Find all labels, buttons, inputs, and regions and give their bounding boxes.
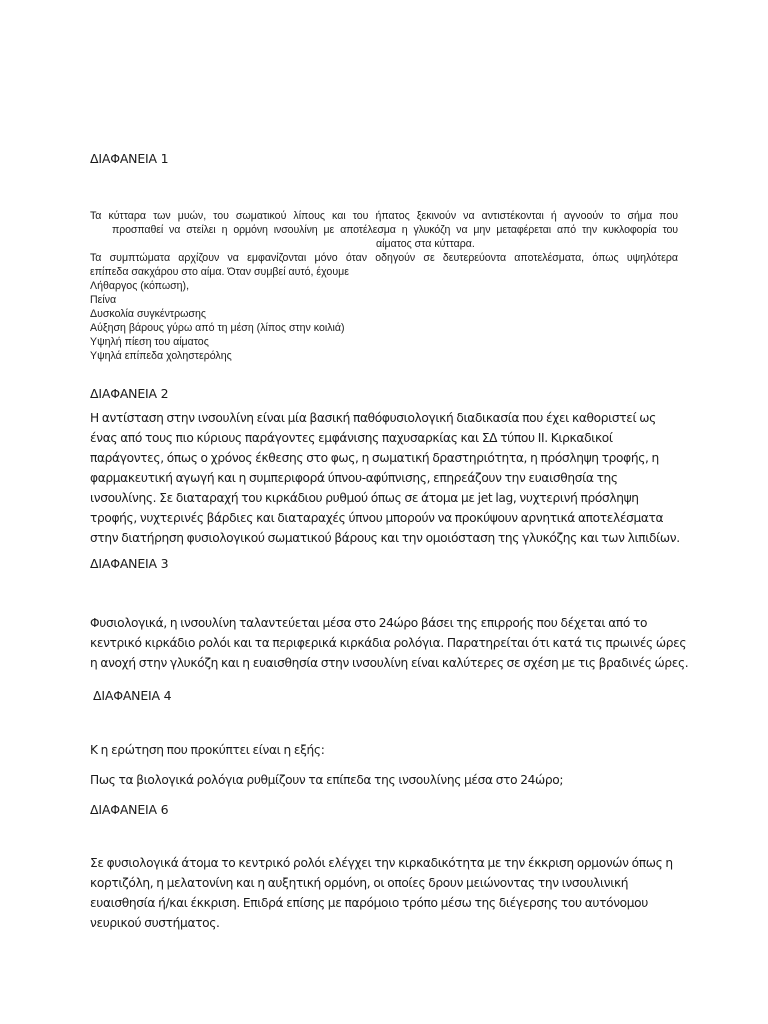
symptom-item: Υψηλά επίπεδα χοληστερόλης [90, 350, 232, 362]
slide-2-line: ινσουλίνης. Σε διαταραχή του κιρκάδιου ρυθμού όπως σε άτομα με jet lag, νυχτερινή πρόσληψη [90, 491, 639, 505]
slide-1-paragraph-2-line-1: Τα συμπτώματα αρχίζουν να εμφανίζονται μόνο όταν οδηγούν σε δευτερεύοντα αποτελέσματα, όπως υψηλότερα [90, 252, 678, 264]
slide-3-line: η ανοχή στην γλυκόζη και η ευαισθησία στην ινσουλίνη είναι καλύτερες σε σχέση με τις βραδινές ώρες. [90, 656, 689, 670]
slide-6-line: κορτιζόλη, η μελατονίνη και η αυξητική ορμόνη, οι οποίες δρουν μειώνοντας την ινσουλινική [90, 876, 629, 890]
slide-4-line: Πως τα βιολογικά ρολόγια ρυθμίζουν τα επίπεδα της ινσουλίνης μέσα στο 24ώρο; [90, 773, 564, 787]
slide-1-text [90, 209, 678, 363]
slide-2-line: ένας από τους πιο κύριους παράγοντες εμφάνισης παχυσαρκίας και ΣΔ τύπου ΙΙ. Κιρκαδικοί [90, 431, 613, 445]
symptom-item: Πείνα [90, 294, 117, 306]
slide-4-question [90, 770, 680, 790]
heading-slide-1: ΔΙΑΦΑΝΕΙΑ 1 [90, 151, 169, 166]
slide-1-paragraph-1-line-1: Τα κύτταρα των μυών, του σωματικού λίπους και του ήπατος ξεκινούν να αντιστέκονται ή αγνοούν το σήμα που [90, 210, 678, 222]
slide-3-line: κεντρικό κιρκάδιο ρολόι και τα περιφερικά κιρκάδια ρολόγια. Παρατηρείται ότι κατά τις πρωινές ώρες [90, 636, 687, 650]
symptom-item: Δυσκολία συγκέντρωσης [90, 308, 206, 320]
slide-2-line: φαρμακευτική αγωγή και η συμπεριφορά ύπνου-αφύπνισης, επηρεάζουν την ευαισθησία της [90, 471, 618, 485]
slide-4-line: Κ η ερώτηση που προκύπτει είναι η εξής: [90, 743, 325, 757]
slide-6-paragraph [90, 853, 680, 933]
slide-2-paragraph [90, 408, 680, 548]
slide-6-line: νευρικού συστήματος. [90, 916, 220, 930]
slide-1-paragraph-1-line-2: προσπαθεί να στείλει η ορμόνη ινσουλίνη με αποτέλεσμα η γλυκόζη να μην μεταφέρεται από την κυκλοφορία του [112, 224, 678, 236]
heading-slide-6: ΔΙΑΦΑΝΕΙΑ 6 [90, 802, 169, 817]
slide-2-line: στην διατήρηση φυσιολογικού σωματικού βάρους και την ομοιόσταση της γλυκόζης και των λιπιδίων. [90, 531, 680, 545]
slide-2-line: τροφής, νυχτερινές βάρδιες και διαταραχές ύπνου μπορούν να προκύψουν αρνητικά αποτελέσματα [90, 511, 664, 525]
slide-4-question-intro [90, 740, 680, 760]
symptom-item: Λήθαργος (κόπωση), [90, 280, 190, 292]
slide-2-line: Η αντίσταση στην ινσουλίνη είναι μία βασική παθόφυσιολογική διαδικασία που έχει καθοριστεί ως [90, 411, 656, 425]
slide-6-line: ευαισθησία ή/και έκκριση. Επιδρά επίσης με παρόμοιο τρόπο μέσω της διέγερσης του αυτόνομου [90, 896, 648, 910]
slide-1-paragraph-1-line-3: αίματος στα κύτταρα. [376, 238, 475, 250]
symptom-item: Αύξηση βάρους γύρω από τη μέση (λίπος στην κοιλιά) [90, 322, 345, 334]
heading-slide-4: ΔΙΑΦΑΝΕΙΑ 4 [93, 688, 172, 703]
slide-2-line: παράγοντες, όπως ο χρόνος έκθεσης στο φως, η σωματική δραστηριότητα, η πρόσληψη τροφής, η [90, 451, 659, 465]
slide-3-line: Φυσιολογικά, η ινσουλίνη ταλαντεύεται μέσα στο 24ώρο βάσει της επιρροής που δέχεται από το [90, 616, 648, 630]
slide-3-paragraph [90, 613, 689, 673]
slide-1-paragraph-2-line-2: επίπεδα σακχάρου στο αίμα. Όταν συμβεί αυτό, έχουμε [90, 266, 349, 278]
heading-slide-2: ΔΙΑΦΑΝΕΙΑ 2 [90, 386, 169, 401]
heading-slide-3: ΔΙΑΦΑΝΕΙΑ 3 [90, 556, 169, 571]
slide-6-line: Σε φυσιολογικά άτομα το κεντρικό ρολόι ελέγχει την κιρκαδικότητα με την έκκριση ορμονών όπως η [90, 856, 673, 870]
symptom-item: Υψηλή πίεση του αίματος [90, 336, 209, 348]
